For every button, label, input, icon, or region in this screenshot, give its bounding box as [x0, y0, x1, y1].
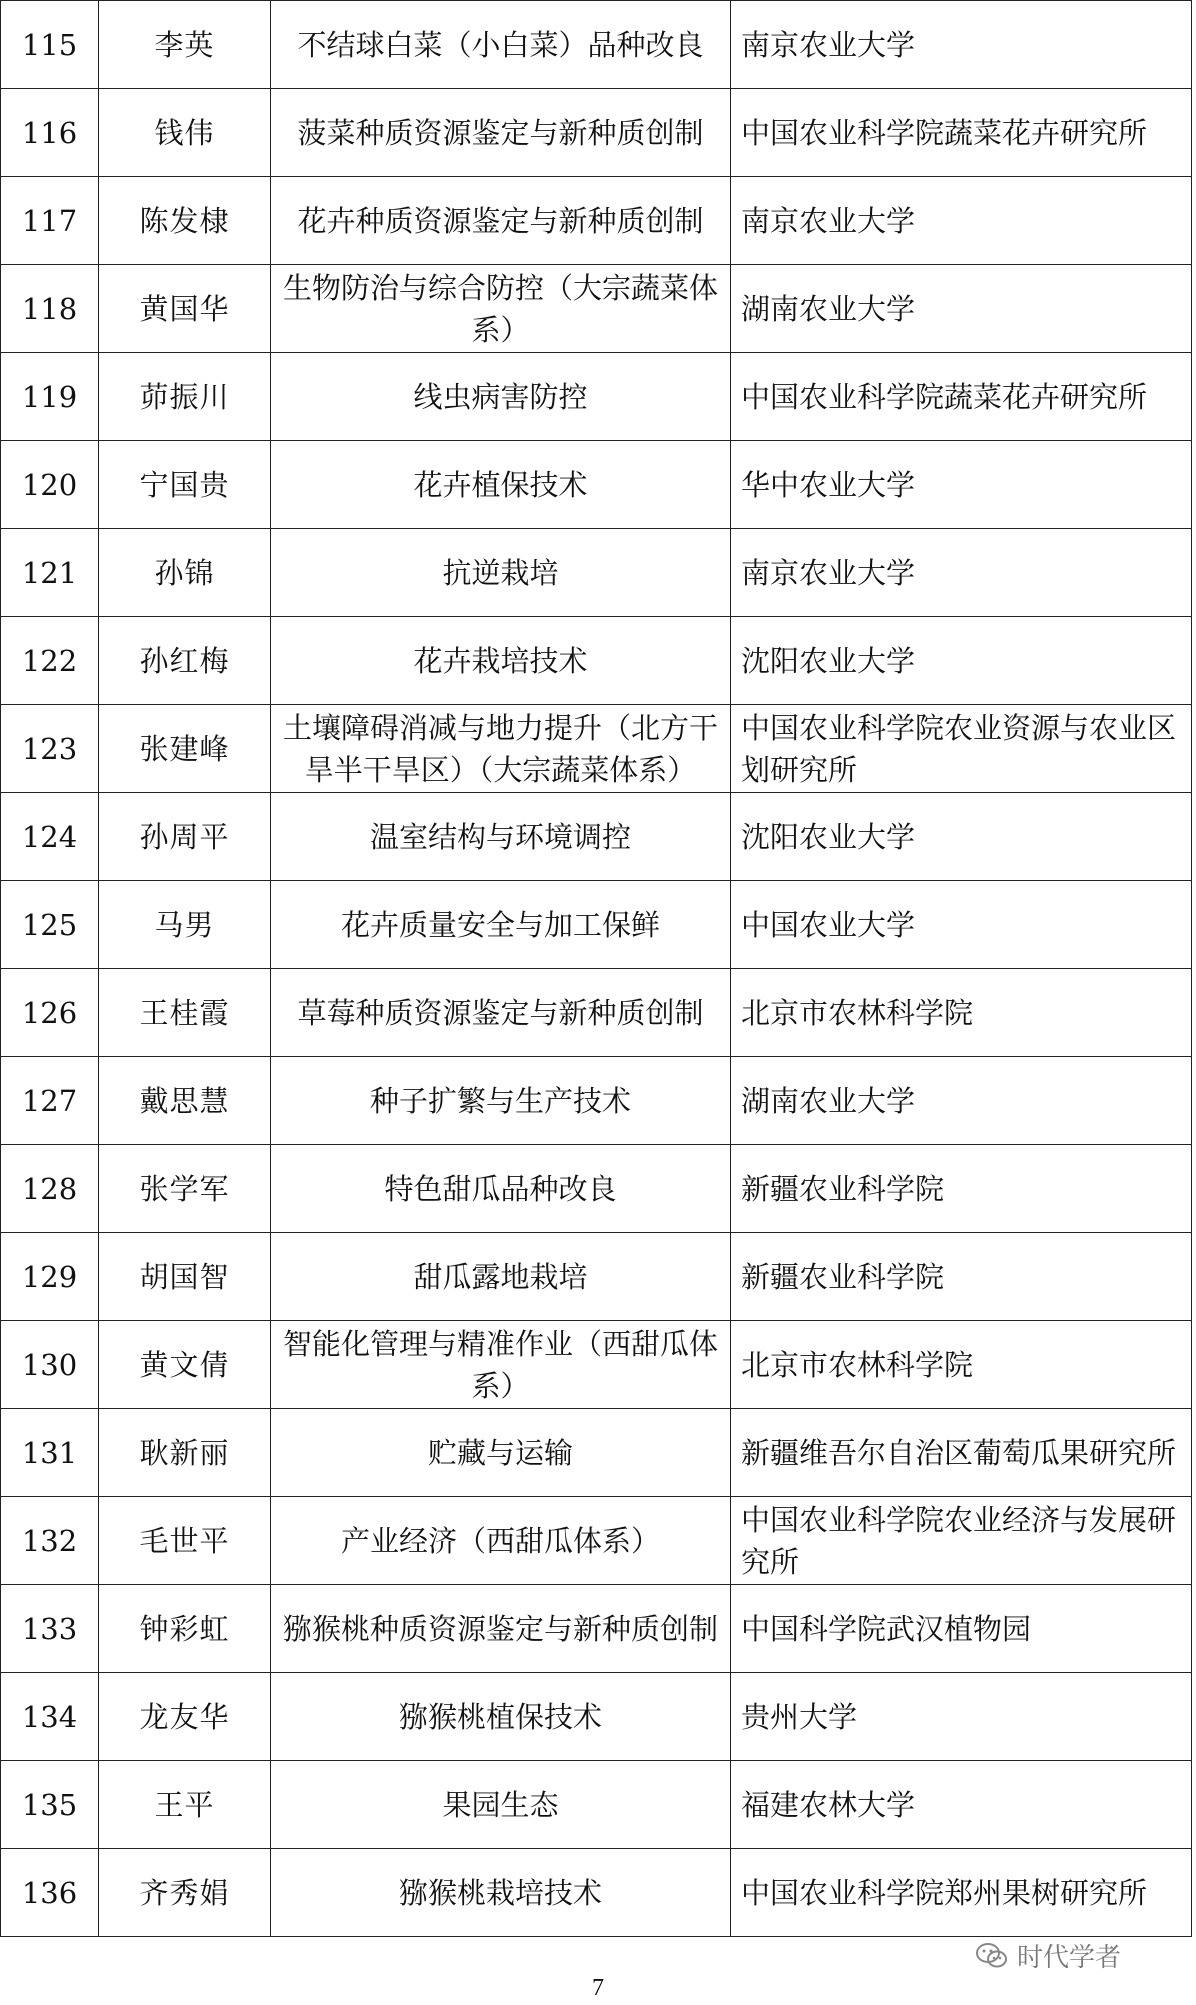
page-number: 7 [592, 1975, 604, 2001]
row-number: 115 [1, 1, 99, 89]
post-title: 猕猴桃种质资源鉴定与新种质创制 [271, 1585, 731, 1673]
affiliation: 中国科学院武汉植物园 [731, 1585, 1192, 1673]
post-title: 智能化管理与精准作业（西甜瓜体系） [271, 1321, 731, 1409]
affiliation: 新疆维吾尔自治区葡萄瓜果研究所 [731, 1409, 1192, 1497]
row-number: 122 [1, 617, 99, 705]
affiliation: 中国农业科学院农业资源与农业区划研究所 [731, 705, 1192, 793]
table-row [1, 265, 1192, 353]
expert-name: 宁国贵 [99, 441, 271, 529]
table-row [1, 177, 1192, 265]
expert-name: 胡国智 [99, 1233, 271, 1321]
expert-name: 李英 [99, 1, 271, 89]
table-row [1, 529, 1192, 617]
post-title: 生物防治与综合防控（大宗蔬菜体系） [271, 265, 731, 353]
row-number: 118 [1, 265, 99, 353]
post-title: 花卉植保技术 [271, 441, 731, 529]
affiliation: 福建农林大学 [731, 1761, 1192, 1849]
row-number: 128 [1, 1145, 99, 1233]
post-title: 土壤障碍消减与地力提升（北方干旱半干旱区）（大宗蔬菜体系） [271, 705, 731, 793]
row-number: 125 [1, 881, 99, 969]
affiliation: 中国农业科学院郑州果树研究所 [731, 1849, 1192, 1937]
expert-name: 王桂霞 [99, 969, 271, 1057]
affiliation: 南京农业大学 [731, 1, 1192, 89]
row-number: 121 [1, 529, 99, 617]
table-row [1, 1409, 1192, 1497]
post-title: 特色甜瓜品种改良 [271, 1145, 731, 1233]
table-row [1, 793, 1192, 881]
post-title: 抗逆栽培 [271, 529, 731, 617]
post-title: 猕猴桃植保技术 [271, 1673, 731, 1761]
row-number: 120 [1, 441, 99, 529]
post-title: 菠菜种质资源鉴定与新种质创制 [271, 89, 731, 177]
row-number: 117 [1, 177, 99, 265]
expert-name: 张学军 [99, 1145, 271, 1233]
table-row [1, 1585, 1192, 1673]
table-row [1, 1321, 1192, 1409]
post-title: 果园生态 [271, 1761, 731, 1849]
affiliation: 新疆农业科学院 [731, 1145, 1192, 1233]
row-number: 133 [1, 1585, 99, 1673]
table-row [1, 1057, 1192, 1145]
table-row [1, 441, 1192, 529]
affiliation: 沈阳农业大学 [731, 793, 1192, 881]
row-number: 126 [1, 969, 99, 1057]
post-title: 温室结构与环境调控 [271, 793, 731, 881]
post-title: 不结球白菜（小白菜）品种改良 [271, 1, 731, 89]
expert-name: 陈发棣 [99, 177, 271, 265]
row-number: 134 [1, 1673, 99, 1761]
expert-name: 龙友华 [99, 1673, 271, 1761]
table-row [1, 1849, 1192, 1937]
table-row [1, 1, 1192, 89]
affiliation: 中国农业科学院蔬菜花卉研究所 [731, 89, 1192, 177]
affiliation: 南京农业大学 [731, 177, 1192, 265]
expert-name: 孙锦 [99, 529, 271, 617]
expert-name: 王平 [99, 1761, 271, 1849]
expert-name: 戴思慧 [99, 1057, 271, 1145]
post-title: 花卉栽培技术 [271, 617, 731, 705]
expert-name: 钟彩虹 [99, 1585, 271, 1673]
row-number: 127 [1, 1057, 99, 1145]
affiliation: 中国农业大学 [731, 881, 1192, 969]
table-row [1, 705, 1192, 793]
expert-name: 马男 [99, 881, 271, 969]
post-title: 猕猴桃栽培技术 [271, 1849, 731, 1937]
affiliation: 中国农业科学院农业经济与发展研究所 [731, 1497, 1192, 1585]
row-number: 136 [1, 1849, 99, 1937]
table-row [1, 969, 1192, 1057]
row-number: 131 [1, 1409, 99, 1497]
wechat-icon [975, 1942, 1009, 1970]
affiliation: 湖南农业大学 [731, 1057, 1192, 1145]
post-title: 产业经济（西甜瓜体系） [271, 1497, 731, 1585]
affiliation: 南京农业大学 [731, 529, 1192, 617]
table-row [1, 1145, 1192, 1233]
table-row [1, 353, 1192, 441]
expert-name: 耿新丽 [99, 1409, 271, 1497]
affiliation: 新疆农业科学院 [731, 1233, 1192, 1321]
table-row [1, 1497, 1192, 1585]
post-title: 甜瓜露地栽培 [271, 1233, 731, 1321]
affiliation: 沈阳农业大学 [731, 617, 1192, 705]
expert-name: 毛世平 [99, 1497, 271, 1585]
expert-name: 孙红梅 [99, 617, 271, 705]
table-row [1, 1233, 1192, 1321]
row-number: 129 [1, 1233, 99, 1321]
expert-name: 黄国华 [99, 265, 271, 353]
post-title: 种子扩繁与生产技术 [271, 1057, 731, 1145]
row-number: 123 [1, 705, 99, 793]
row-number: 132 [1, 1497, 99, 1585]
table-row [1, 89, 1192, 177]
affiliation: 北京市农林科学院 [731, 969, 1192, 1057]
row-number: 119 [1, 353, 99, 441]
post-title: 贮藏与运输 [271, 1409, 731, 1497]
affiliation: 湖南农业大学 [731, 265, 1192, 353]
table-row [1, 1761, 1192, 1849]
affiliation: 华中农业大学 [731, 441, 1192, 529]
post-title: 花卉质量安全与加工保鲜 [271, 881, 731, 969]
table-row [1, 1673, 1192, 1761]
affiliation: 中国农业科学院蔬菜花卉研究所 [731, 353, 1192, 441]
expert-name: 茆振川 [99, 353, 271, 441]
roster-body [1, 1, 1192, 1937]
table-row [1, 617, 1192, 705]
expert-name: 钱伟 [99, 89, 271, 177]
post-title: 草莓种质资源鉴定与新种质创制 [271, 969, 731, 1057]
expert-name: 张建峰 [99, 705, 271, 793]
row-number: 116 [1, 89, 99, 177]
post-title: 花卉种质资源鉴定与新种质创制 [271, 177, 731, 265]
table-row [1, 881, 1192, 969]
row-number: 124 [1, 793, 99, 881]
watermark-text: 时代学者 [1017, 1943, 1122, 1973]
affiliation: 北京市农林科学院 [731, 1321, 1192, 1409]
affiliation: 贵州大学 [731, 1673, 1192, 1761]
row-number: 130 [1, 1321, 99, 1409]
watermark [975, 1937, 1121, 1974]
expert-name: 齐秀娟 [99, 1849, 271, 1937]
expert-name: 孙周平 [99, 793, 271, 881]
row-number: 135 [1, 1761, 99, 1849]
post-title: 线虫病害防控 [271, 353, 731, 441]
expert-name: 黄文倩 [99, 1321, 271, 1409]
